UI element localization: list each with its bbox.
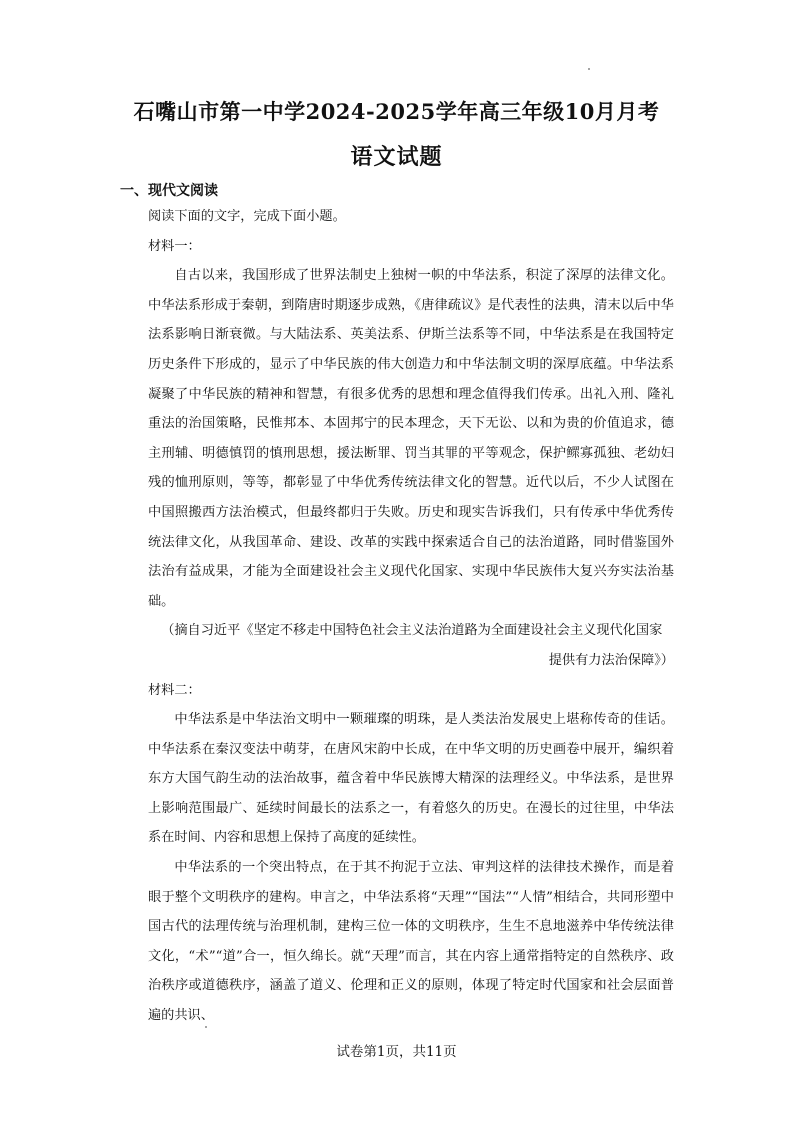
material-two-label: 材料二：	[148, 682, 201, 698]
reading-content	[148, 202, 674, 1031]
reading-instruction: 阅读下面的文字，完成下面小题。	[148, 209, 346, 224]
section-heading: 一、现代文阅读	[120, 183, 218, 199]
page-footer: 试卷第1页，共11页	[336, 1044, 457, 1060]
material-two-paragraph-2: 中华法系的一个突出特点，在于其不拘泥于立法、审判这样的法律技术操作，而是着眼于整个文明秩序的建构。申言之，中华法系将“天理”“国法”“人情”相结合，共同形塑中国古代的法理传统与治理机制，建构三位一体的文明秩序，生生不息地滋养中华传统法律文化，“术”“道”合一，恒久绵长。就“天理”而言，其在内容上通常指特定的自然秩序、政治秩序或道德秩序，涵盖了道义、伦理和正义的原则，体现了特定时代国家和社会层面普遍的共识、	[148, 860, 674, 1024]
scan-dot	[205, 1026, 207, 1028]
exam-subject-title: 语文试题	[350, 144, 443, 170]
material-one-paragraph: 自古以来，我国形成了世界法制史上独树一帜的中华法系，积淀了深厚的法律文化。中华法系形成于秦朝，到隋唐时期逐步成熟，《唐律疏议》是代表性的法典，清末以后中华法系影响日渐衰微。与大陆法系、英美法系、伊斯兰法系等不同，中华法系是在我国特定历史条件下形成的，显示了中华民族的伟大创造力和中华法制文明的深厚底蕴。中华法系凝聚了中华民族的精神和智慧，有很多优秀的思想和理念值得我们传承。出礼入刑、隆礼重法的治国策略，民惟邦本、本固邦宁的民本理念，天下无讼、以和为贵的价值追求，德主刑辅、明德慎罚的慎刑思想，援法断罪、罚当其罪的平等观念，保护鳏寡孤独、老幼妇残的恤刑原则，等等，都彰显了中华优秀传统法律文化的智慧。近代以后，不少人试图在中国照搬西方法治模式，但最终都归于失败。历史和现实告诉我们，只有传承中华优秀传统法律文化，从我国革命、建设、改革的实践中探索适合自己的法治道路，同时借鉴国外法治有益成果，才能为全面建设社会主义现代化国家、实现中华民族伟大复兴夯实法治基础。	[148, 268, 674, 609]
material-one-citation: （摘自习近平《坚定不移走中国特色社会主义法治道路为全面建设社会主义现代化国家	[161, 623, 663, 639]
exam-title: 石嘴山市第一中学2024-2025学年高三年级10月月考	[133, 99, 660, 124]
material-one-citation-end: 提供有力法治保障》）	[548, 652, 674, 668]
scan-dot	[588, 68, 590, 70]
material-one-label: 材料一：	[148, 238, 201, 254]
material-two-paragraph-1: 中华法系是中华法治文明中一颗璀璨的明珠，是人类法治发展史上堪称传奇的佳话。中华法系在秦汉变法中萌芽，在唐风宋韵中长成，在中华文明的历史画卷中展开，编织着东方大国气韵生动的法治故事，蕴含着中华民族博大精深的法理经义。中华法系，是世界上影响范围最广、延续时间最长的法系之一，有着悠久的历史。在漫长的过往里，中华法系在时间、内容和思想上保持了高度的延续性。	[148, 712, 674, 846]
